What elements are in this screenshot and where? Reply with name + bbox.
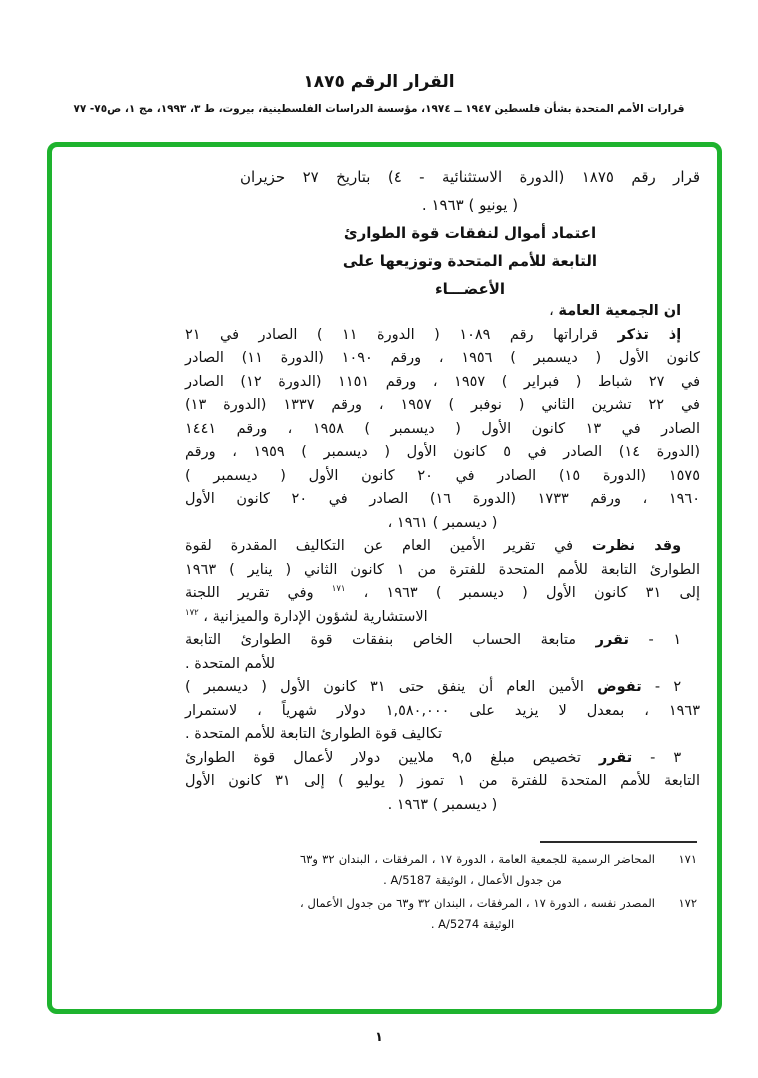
text-line: الاستشارية لشؤون الإدارة والميزانية ، $^{١٧٢}$ bbox=[185, 607, 428, 625]
text-line: ١٩٦٠ ، ورقم ١٧٣٣ (الدورة ١٦) الصادر في ٢٠ كانون الأول bbox=[185, 491, 701, 507]
text-line: المحاضر الرسمية للجمعية العامة ، الدورة ١٧ ، المرفقات ، البندان ٣٢ و٦٣ bbox=[300, 852, 655, 866]
text-line: من جدول الأعمال ، الوثيقة A/5187 . bbox=[383, 873, 562, 887]
resolution-body bbox=[185, 300, 700, 817]
text-line: ٣ - تقرر تخصيص مبلغ ٩,٥ ملايين دولار لأعمال قوة الطوارئ bbox=[185, 749, 682, 766]
text-line: ١ - تقرر متابعة الحساب الخاص بنفقات قوة الطوارئ التابعة bbox=[185, 632, 682, 648]
text-line: الوثيقة A/5274 . bbox=[430, 917, 515, 931]
text-line: التابعة للأمم المتحدة وتوزيعها على bbox=[342, 252, 598, 270]
text-line: ( ديسمبر ) ١٩٦١ ، bbox=[387, 514, 498, 531]
text-line: ( يونيو ) ١٩٦٣ . bbox=[421, 196, 519, 214]
page-number: ١ bbox=[375, 1030, 383, 1045]
source-citation: قرارات الأمم المتحدة بشأن فلسطين ١٩٤٧ ــ ١٩٧٤، مؤسسة الدراسات الفلسطينية، بيروت، ط ٣، ١٩٩٣، مج ١، ص٧٥- ٧٧ bbox=[73, 103, 685, 115]
resolution-heading bbox=[240, 163, 700, 303]
text-line: في ٢٧ شباط ( فبراير ) ١٩٥٧ ، ورقم ١١٥١ (الدورة ١٢) الصادر bbox=[185, 373, 700, 390]
text-line: وقد نظرت في تقرير الأمين العام عن التكاليف المقدرة لقوة bbox=[185, 538, 682, 554]
resolution-box bbox=[47, 142, 722, 1014]
text-line: تكاليف قوة الطوارئ التابعة للأمم المتحدة . bbox=[185, 726, 443, 742]
footnote-number: ١٧٢ bbox=[678, 896, 697, 910]
text-line: قرار رقم ١٨٧٥ (الدورة الاستثنائية - ٤) بتاريخ ٢٧ حزيران bbox=[240, 168, 701, 186]
document-title: القرار الرقم ١٨٧٥ bbox=[303, 72, 455, 92]
text-line: التابعة للأمم المتحدة للفترة من ١ تموز ( يوليو ) إلى ٣١ كانون الأول bbox=[185, 773, 700, 789]
text-line: إذ تذكر قراراتها رقم ١٠٨٩ ( الدورة ١١ ) الصادر في ٢١ bbox=[185, 326, 682, 343]
text-line: ( ديسمبر ) ١٩٦٣ . bbox=[387, 796, 498, 813]
text-line: كانون الأول ( ديسمبر ) ١٩٥٦ ، ورقم ١٠٩٠ (الدورة ١١) الصادر bbox=[185, 350, 700, 366]
text-line: ١٥٧٥ (الدورة ١٥) الصادر في ٢٠ كانون الأول ( ديسمبر ) bbox=[185, 467, 700, 484]
text-line: اعتماد أموال لنفقات قوة الطوارئ bbox=[343, 224, 597, 242]
text-line: ان الجمعية العامة ، bbox=[549, 303, 682, 319]
text-line: للأمم المتحدة . bbox=[185, 655, 276, 672]
text-line: الصادر في ١٣ كانون الأول ( ديسمبر ) ١٩٥٨ ، ورقم ١٤٤١ bbox=[185, 420, 700, 437]
text-line: ١٩٦٣ ، بمعدل لا يزيد على ١,٥٨٠,٠٠٠ دولار شهرياً ، لاستمرار bbox=[185, 702, 700, 719]
text-line: الأعضـــاء bbox=[434, 280, 506, 298]
text-line: إلى ٣١ كانون الأول ( ديسمبر ) ١٩٦٣ ، $^{١٧١}$ وفي تقرير اللجنة bbox=[185, 584, 700, 601]
footnotes bbox=[300, 849, 697, 937]
footnote bbox=[300, 893, 697, 935]
text-line: المصدر نفسه ، الدورة ١٧ ، المرفقات ، البندان ٣٢ و٦٣ من جدول الأعمال ، bbox=[300, 896, 656, 910]
text-line: ٢ - تفوض الأمين العام أن ينفق حتى ٣١ كانون الأول ( ديسمبر ) bbox=[185, 679, 682, 695]
text-line: الطوارئ التابعة للأمم المتحدة للفترة من ١ كانون الثاني ( يناير ) ١٩٦٣ bbox=[185, 561, 700, 578]
text-line: (الدورة ١٤) الصادر في ٥ كانون الأول ( ديسمبر ) ١٩٥٩ ، ورقم bbox=[185, 444, 700, 460]
footnote bbox=[300, 849, 697, 891]
footnote-separator bbox=[540, 841, 697, 843]
footnote-number: ١٧١ bbox=[678, 852, 697, 866]
text-line: في ٢٢ تشرين الثاني ( نوفبر ) ١٩٥٧ ، ورقم ١٣٣٧ (الدورة ١٣) bbox=[185, 397, 700, 413]
